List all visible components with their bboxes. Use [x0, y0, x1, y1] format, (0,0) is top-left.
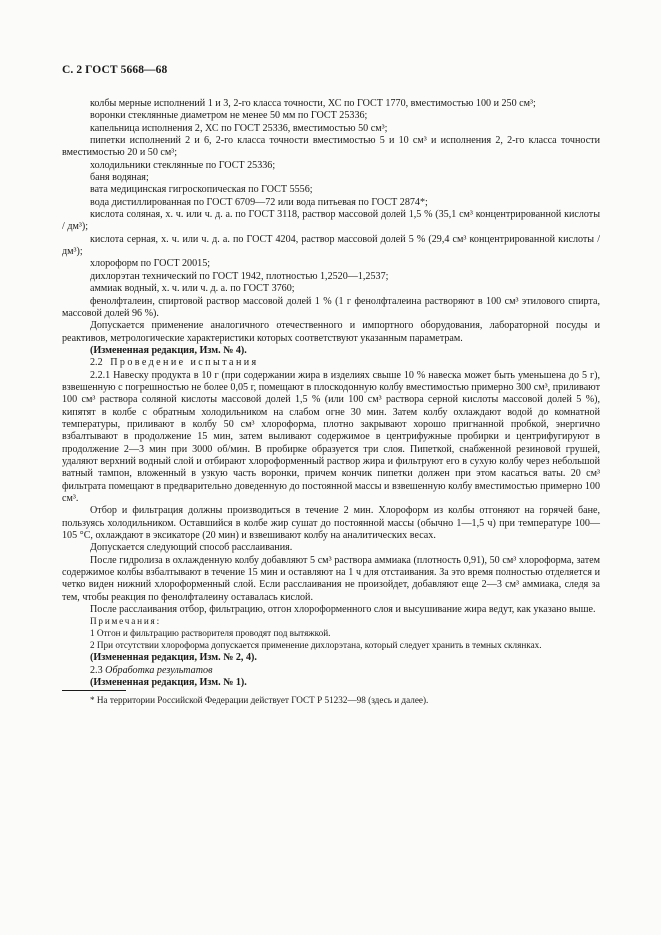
paragraph: дихлорэтан технический по ГОСТ 1942, плотностью 1,2520—1,2537;: [90, 270, 389, 282]
amendment-note: (Измененная редакция, Изм. № 1).: [90, 676, 247, 688]
paragraph: воронки стеклянные диаметром не менее 50 мм по ГОСТ 25336;: [90, 110, 368, 122]
paragraph: пипетки исполнений 2 и 6, 2-го класса точности вместимостью 5 и 10 см³ и исполнения 2, 2-го класса точности вместимостью 20 и 50 см³;: [62, 135, 600, 159]
section-number: 2.3: [90, 664, 103, 676]
section-number: 2.2: [90, 357, 103, 369]
paragraph: вода дистиллированная по ГОСТ 6709—72 или вода питьевая по ГОСТ 2874*;: [90, 196, 428, 208]
section-title: Обработка результатов: [105, 664, 213, 676]
paragraph: кислота соляная, х. ч. или ч. д. а. по ГОСТ 3118, раствор массовой долей 1,5 % (35,1 см³ концентрированной кислоты / дм³);: [62, 209, 600, 233]
footnote: * На территории Российской Федерации действует ГОСТ Р 51232—98 (здесь и далее).: [90, 695, 429, 706]
section-heading: [62, 357, 600, 369]
page-body: [62, 98, 600, 707]
paragraph: После расслаивания отбор, фильтрацию, отгон хлороформенного слоя и высушивание жира ведут, как указано выше.: [90, 604, 596, 616]
section-title: Проведение испытания: [110, 357, 259, 369]
paragraph: вата медицинская гигроскопическая по ГОСТ 5556;: [90, 184, 313, 196]
section-heading: [62, 665, 600, 677]
paragraph: 2.2.1 Навеску продукта в 10 г (при содержании жира в изделиях свыше 10 % навеска может быть уменьшена до 5 г), взвешенную с погрешностью не более 0,05 г, помещают в плоскодонную колбу вместимостью примерно 300 см³, приливают 100 см³ раствора соляной кислоты массовой долей 1,5 % (или 100 см³ раствора серной кислоты массовой долей 5 %), кипятят в колбе с обратным холодильником на слабом огне 30 мин. Затем колбу охлаждают водой до комнатной температуры, приливают в колбу 50 см³ хлороформа, плотно закрывают хорошо пригнанной пробкой, энергично взбалтывают в продолжение 15 мин, затем выливают содержимое в центрифужные пробирки и центрифугируют в продолжение 2—3 мин при 3000 об/мин. В пробирке образуется три слоя. Пипеткой, снабженной резиновой грушей, удаляют верхний водный слой и отбирают хлороформенный раствор жира и фильтруют его в сухую колбу через небольшой ватный тампон, вложенный в узкую часть воронки, причем кончик пипетки должен при этом касаться ваты. 20 см³ фильтрата помещают в предварительно доведенную до постоянной массы и взвешенную колбу вместимостью примерно 100 см³.: [62, 369, 600, 504]
note-item: 2 При отсутствии хлороформа допускается применение дихлорэтана, который следует хранить в темных склянках.: [90, 639, 542, 650]
paragraph: холодильники стеклянные по ГОСТ 25336;: [90, 159, 276, 171]
paragraph: хлороформ по ГОСТ 20015;: [90, 258, 211, 270]
paragraph: баня водяная;: [90, 172, 149, 184]
notes-title: Примечания:: [90, 616, 161, 627]
paragraph: Допускается следующий способ расслаивания.: [90, 542, 293, 554]
paragraph: кислота серная, х. ч. или ч. д. а. по ГОСТ 4204, раствор массовой долей 5 % (29,4 см³ концентрированной кислоты / дм³);: [62, 233, 600, 258]
footnote-divider: [62, 690, 126, 691]
paragraph: Допускается применение аналогичного отечественного и импортного оборудования, лабораторной посуды и реактивов, метрологические характеристики которых соответствуют указанным параметрам.: [62, 320, 600, 344]
amendment-note: (Измененная редакция, Изм. № 4).: [90, 344, 247, 356]
paragraph: колбы мерные исполнений 1 и 3, 2-го класса точности, ХС по ГОСТ 1770, вместимостью 100 и 250 см³;: [90, 98, 536, 109]
page-header: С. 2 ГОСТ 5668—68: [62, 64, 168, 76]
paragraph: капельница исполнения 2, ХС по ГОСТ 25336, вместимостью 50 см³;: [90, 122, 388, 134]
paragraph: Отбор и фильтрация должны производиться в течение 2 мин. Хлороформ из колбы отгоняют на горячей бане, пользуясь холодильником. Оставшийся в колбе жир сушат до постоянной массы (обычно 1—1,5 ч) при температуре 100—105 °С, охлаждают в эксикаторе (20 мин) и взвешивают колбу на аналитических весах.: [62, 505, 600, 542]
paragraph: После гидролиза в охлажденную колбу добавляют 5 см³ раствора аммиака (плотность 0,91), 50 см³ хлороформа, затем содержимое колбы взбалтывают в течение 15 мин и оставляют на 1 ч для отстаивания. За это время полностью отделяется и четко виден нижний хлороформенный слой. Если расслаивания не произойдет, добавляют еще 2—3 см³ аммиака, следя за тем, чтобы реакция по фенолфталеину оставалась кислой.: [62, 554, 600, 603]
amendment-note: (Измененная редакция, Изм. № 2, 4).: [90, 652, 257, 664]
paragraph: фенолфталеин, спиртовой раствор массовой долей 1 % (1 г фенолфталеина растворяют в 100 см³ этилового спирта, массовой долей 96 %).: [62, 295, 600, 319]
paragraph: аммиак водный, х. ч. или ч. д. а. по ГОСТ 3760;: [90, 283, 295, 295]
note-item: 1 Отгон и фильтрацию растворителя проводят под вытяжкой.: [90, 628, 331, 639]
notes-block: [62, 616, 600, 651]
